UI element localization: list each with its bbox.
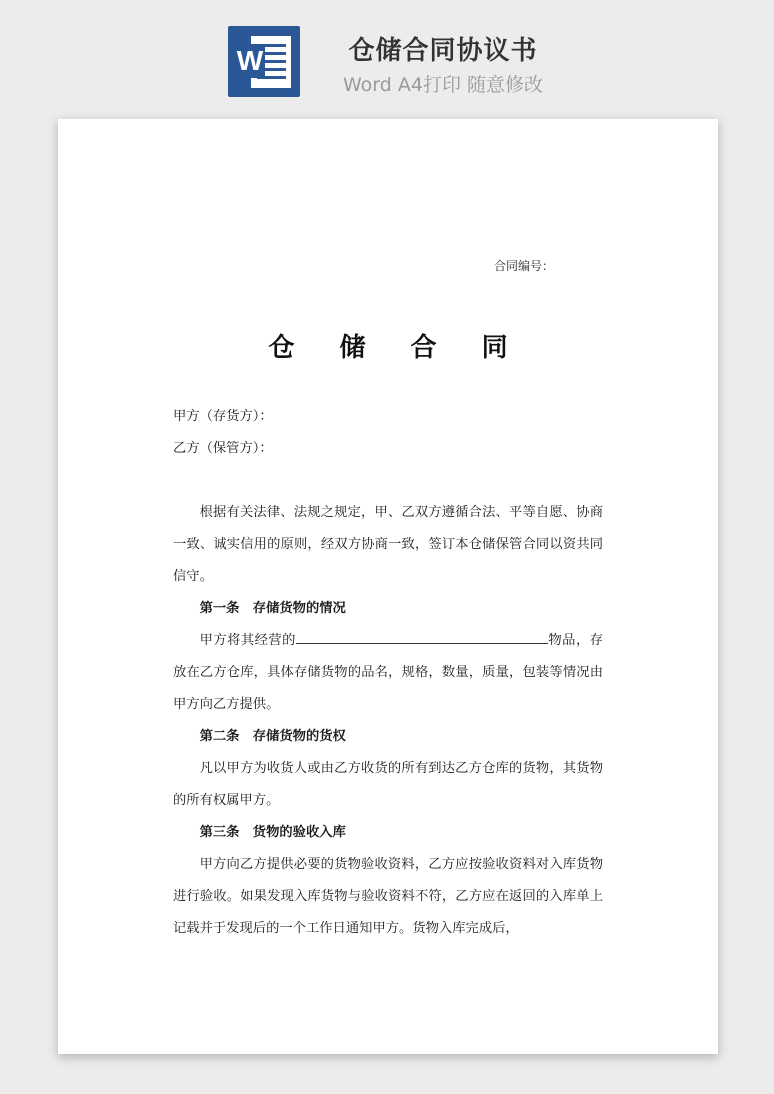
party-a-line: 甲方（存货方）： xyxy=(173,409,273,424)
word-letter: W xyxy=(236,45,264,76)
page-subtitle: Word A4打印 随意修改 xyxy=(342,74,543,96)
article-1-text-b: 物品，存放在乙方仓库，具体存储货物的品名，规格，数量，质量，包装等情况由甲方向乙方提供。 xyxy=(173,633,604,712)
goods-blank-field xyxy=(296,625,548,644)
document-page xyxy=(58,119,718,1054)
word-icon xyxy=(228,26,300,97)
header xyxy=(0,0,774,110)
article-1-title: 第一条 存储货物的情况 xyxy=(199,601,346,616)
contract-title: 仓 储 合 同 xyxy=(268,333,526,363)
article-3-paragraph: 甲方向乙方提供必要的货物验收资料，乙方应按验收资料对入库货物进行验收。如果发现入库货物与验收资料不符，乙方应在返回的入库单上记载并于发现后的一个工作日通知甲方。货物入库完成后， xyxy=(173,857,603,936)
party-b-line: 乙方（保管方）： xyxy=(173,441,273,456)
article-2-title: 第二条 存储货物的货权 xyxy=(199,729,346,744)
article-3-title: 第三条 货物的验收入库 xyxy=(199,825,346,840)
page-title: 仓储合同协议书 xyxy=(348,36,538,66)
article-1-text-a: 甲方将其经营的 xyxy=(199,633,296,648)
contract-number-label: 合同编号： xyxy=(494,259,555,273)
article-2-paragraph: 凡以甲方为收货人或由乙方收货的所有到达乙方仓库的货物，其货物的所有权属甲方。 xyxy=(173,761,603,808)
article-1-paragraph xyxy=(173,625,603,721)
contract-body xyxy=(173,401,603,945)
intro-paragraph: 根据有关法律、法规之规定，甲、乙双方遵循合法、平等自愿、协商一致、诚实信用的原则，经双方协商一致，签订本仓储保管合同以资共同信守。 xyxy=(173,505,603,584)
watermark xyxy=(89,449,117,483)
